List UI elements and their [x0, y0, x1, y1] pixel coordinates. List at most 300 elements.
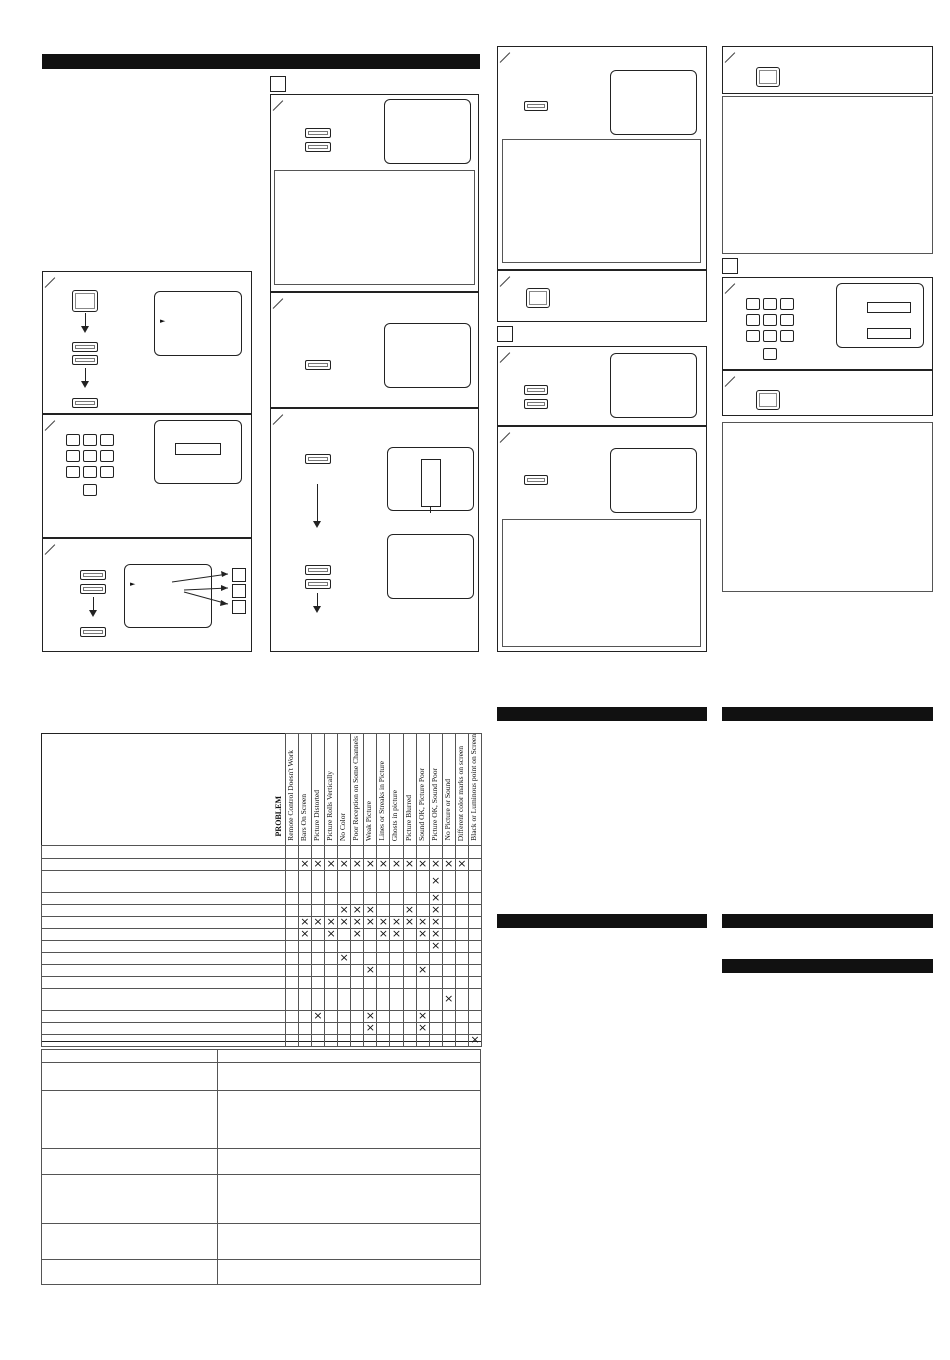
chart-cell: [311, 892, 324, 904]
chart-cell: [455, 964, 468, 976]
problem-label: Ghosts in picture: [390, 789, 400, 841]
chart-row: [42, 928, 482, 940]
keypad-1-button[interactable]: [746, 298, 760, 310]
chart-cell: [455, 928, 468, 940]
chart-cell: [377, 928, 390, 940]
chart-cell: [390, 1034, 403, 1046]
chart-cell: [429, 940, 442, 952]
keypad-8-button[interactable]: [763, 330, 777, 342]
x-mark-icon: ×: [339, 903, 349, 917]
triangle-cursor-icon: ►: [160, 317, 166, 325]
x-mark-icon: ×: [418, 915, 428, 929]
x-mark-icon: ×: [391, 857, 402, 871]
keypad-0-button[interactable]: [83, 484, 97, 496]
chart-cell: [429, 1034, 442, 1046]
select-down-button[interactable]: [305, 579, 331, 589]
keypad-4-button[interactable]: [746, 314, 760, 326]
chart-cell: [285, 858, 298, 870]
problem-label: Picture OK, Sound Poor: [429, 767, 439, 841]
chart-cell: [416, 1022, 429, 1034]
down-arrow-icon: [317, 593, 318, 607]
chart-cell: [351, 1022, 364, 1034]
keypad-6-button[interactable]: [100, 450, 114, 462]
cause-cell: [42, 940, 286, 952]
chart-cell: [416, 928, 429, 940]
chart-cell: [351, 870, 364, 892]
chart-cell: [285, 870, 298, 892]
panel-corner-mark: [725, 376, 736, 387]
chart-cell: [442, 928, 455, 940]
chart-cell: [377, 892, 390, 904]
chart-cell: [468, 928, 481, 940]
section-number-box: [722, 258, 738, 274]
x-mark-icon: ×: [391, 927, 402, 941]
tv-screen-icon: [387, 447, 474, 511]
chart-cell: [377, 976, 390, 988]
select-button[interactable]: [305, 454, 331, 464]
tv-screen-icon: [154, 420, 242, 484]
cause-cell: [42, 1022, 286, 1034]
select-up-button[interactable]: [72, 342, 98, 352]
cause-cell: [42, 928, 286, 940]
chart-cell: [403, 1010, 416, 1022]
chart-cell: [298, 928, 311, 940]
down-arrow-icon: [85, 368, 86, 382]
chart-cell: [390, 858, 403, 870]
x-mark-icon: ×: [431, 891, 441, 905]
chart-cell: [364, 1022, 377, 1034]
chart-cell: [442, 1034, 455, 1046]
chart-cell: [416, 964, 429, 976]
select-down-button[interactable]: [80, 584, 106, 594]
panel-corner-mark: [725, 52, 736, 63]
down-arrow-icon: [317, 484, 318, 522]
chart-cell: [403, 916, 416, 928]
x-mark-icon: ×: [418, 1021, 428, 1035]
select-up-button[interactable]: [305, 128, 331, 138]
keypad-2-button[interactable]: [83, 434, 97, 446]
chart-cell: [364, 976, 377, 988]
keypad-0-button[interactable]: [763, 348, 777, 360]
chart-cell: [338, 976, 351, 988]
chart-cell: [338, 858, 351, 870]
chart-cell: [429, 988, 442, 1010]
chart-cell: [325, 976, 338, 988]
chart-cell: [325, 928, 338, 940]
chart-cell: [468, 916, 481, 928]
chart-cell: [311, 1022, 324, 1034]
tv-screen-icon: [836, 283, 924, 348]
problem-column-header: [311, 734, 324, 846]
section-header-bar: [722, 959, 933, 973]
chart-cell: [285, 940, 298, 952]
chart-cell: [429, 858, 442, 870]
chart-cell: [429, 952, 442, 964]
chart-cell: [390, 892, 403, 904]
menu-button[interactable]: [526, 288, 550, 308]
chart-cell: [325, 988, 338, 1010]
keypad-7-button[interactable]: [746, 330, 760, 342]
x-mark-icon: ×: [365, 915, 375, 929]
chart-row: [42, 1010, 482, 1022]
chart-cell: [338, 1034, 351, 1046]
cause-cell: [42, 1010, 286, 1022]
chart-cell: [416, 870, 429, 892]
chart-cell: [285, 892, 298, 904]
menu-button[interactable]: [756, 390, 780, 410]
x-mark-icon: ×: [326, 927, 336, 941]
chart-cell: [442, 904, 455, 916]
chart-cell: [351, 1034, 364, 1046]
chart-cell: [429, 1022, 442, 1034]
x-mark-icon: ×: [339, 951, 349, 965]
cause-cell: [42, 916, 286, 928]
enter-button[interactable]: [305, 360, 331, 370]
chart-cell: [351, 858, 364, 870]
tv-screen-icon: [384, 99, 471, 164]
solution-row: [42, 1149, 218, 1175]
chart-row: [42, 904, 482, 916]
down-arrow-icon: [93, 597, 94, 611]
chart-cell: [298, 976, 311, 988]
problem-column-header: [468, 734, 481, 846]
solutions-header-right: [218, 1050, 481, 1063]
chart-cell: [403, 870, 416, 892]
chart-row: [42, 1034, 482, 1046]
chart-row: [42, 892, 482, 904]
x-mark-icon: ×: [352, 915, 362, 929]
section-number-box: [270, 76, 286, 92]
tv-screen-icon: [384, 323, 471, 388]
chart-cell: [298, 940, 311, 952]
panel-corner-mark: [273, 298, 284, 309]
chart-cell: [298, 1034, 311, 1046]
chart-cell: [455, 892, 468, 904]
chart-cell: [311, 916, 324, 928]
chart-cell: [364, 916, 377, 928]
chart-cell: [416, 1034, 429, 1046]
chart-cell: [377, 1022, 390, 1034]
problem-column-header: [325, 734, 338, 846]
chart-cell: [311, 1010, 324, 1022]
chart-cell: [442, 1010, 455, 1022]
enter-button[interactable]: [72, 398, 98, 408]
panel-corner-mark: [500, 432, 511, 443]
x-mark-icon: ×: [300, 927, 310, 941]
panel-corner-mark: [45, 544, 56, 555]
chart-cell: [468, 988, 481, 1010]
solutions-table: [41, 1049, 481, 1285]
chart-row: [42, 1022, 482, 1034]
x-mark-icon: ×: [470, 1033, 480, 1047]
chart-cell: [468, 1034, 481, 1046]
chart-cell: [311, 964, 324, 976]
chart-cell: [455, 988, 468, 1010]
chart-row: [42, 976, 482, 988]
solutions-header-left: [42, 1050, 218, 1063]
chart-cell: [390, 952, 403, 964]
x-mark-icon: ×: [378, 927, 388, 941]
chart-cell: [403, 928, 416, 940]
chart-row: [42, 858, 482, 870]
x-mark-icon: ×: [431, 874, 441, 888]
chart-cell: [403, 858, 416, 870]
chart-cell: [442, 858, 455, 870]
chart-cell: [455, 1022, 468, 1034]
chart-cell: [285, 1022, 298, 1034]
x-mark-icon: ×: [457, 857, 467, 871]
chart-cell: [403, 976, 416, 988]
chart-cell: [351, 964, 364, 976]
panel-corner-mark: [45, 277, 56, 288]
chart-row: [42, 952, 482, 964]
input-field-display: [867, 328, 911, 339]
chart-cell: [403, 952, 416, 964]
enter-button[interactable]: [80, 627, 106, 637]
chart-cell: [285, 988, 298, 1010]
x-mark-icon: ×: [365, 963, 375, 977]
keypad-9-button[interactable]: [100, 466, 114, 478]
keypad-5-button[interactable]: [763, 314, 777, 326]
chart-cell: [285, 964, 298, 976]
chart-cell: [325, 940, 338, 952]
problem-column-header: [416, 734, 429, 846]
chart-cell: [442, 916, 455, 928]
problem-label: Picture Blurred: [403, 794, 413, 841]
keypad-8-button[interactable]: [83, 466, 97, 478]
x-mark-icon: ×: [431, 927, 441, 941]
step-number-box: [232, 568, 246, 582]
vertical-bar-indicator: [421, 459, 441, 507]
chart-cell: [455, 904, 468, 916]
chart-cell: [403, 940, 416, 952]
section-header-bar: [722, 707, 933, 721]
x-mark-icon: ×: [431, 939, 441, 953]
chart-cell: [285, 916, 298, 928]
chart-cell: [390, 1022, 403, 1034]
tv-screen-icon: [610, 448, 697, 513]
chart-cell: [364, 858, 377, 870]
chart-cell: [298, 870, 311, 892]
chart-cell: [325, 858, 338, 870]
x-mark-icon: ×: [418, 963, 428, 977]
chart-cell: [390, 940, 403, 952]
chart-cell: [338, 870, 351, 892]
chart-cell: [351, 940, 364, 952]
chart-cell: [285, 904, 298, 916]
select-down-button[interactable]: [305, 142, 331, 152]
x-mark-icon: ×: [313, 857, 323, 871]
keypad-6-button[interactable]: [780, 314, 794, 326]
keypad-9-button[interactable]: [780, 330, 794, 342]
problem-label: Poor Reception on Some Channels: [351, 736, 361, 841]
x-mark-icon: ×: [378, 915, 388, 929]
chart-cell: [390, 870, 403, 892]
x-mark-icon: ×: [365, 1021, 375, 1035]
select-up-button[interactable]: [80, 570, 106, 580]
tv-screen-icon: [154, 291, 242, 356]
chart-cell: [468, 964, 481, 976]
problem-label: Black or Luminous point on Screen: [468, 734, 478, 841]
x-mark-icon: ×: [352, 857, 362, 871]
chart-cell: [298, 858, 311, 870]
cause-cell: [42, 952, 286, 964]
chart-cell: [338, 1010, 351, 1022]
keypad-4-button[interactable]: [66, 450, 80, 462]
problem-column-header: [429, 734, 442, 846]
select-up-button[interactable]: [305, 565, 331, 575]
chart-cell: [351, 988, 364, 1010]
problem-column-header: [455, 734, 468, 846]
chart-cell: [468, 892, 481, 904]
chart-cell: [338, 964, 351, 976]
down-arrow-icon: [85, 313, 86, 327]
panel-corner-mark: [500, 352, 511, 363]
keypad-3-button[interactable]: [100, 434, 114, 446]
chart-cell: [442, 988, 455, 1010]
problem-column-header: [351, 734, 364, 846]
x-mark-icon: ×: [365, 1009, 375, 1023]
chart-cell: [468, 976, 481, 988]
chart-cell: [416, 858, 429, 870]
chart-cell: [285, 952, 298, 964]
chart-cell: [338, 952, 351, 964]
note-box: [502, 519, 701, 647]
section-header-bar: [497, 707, 707, 721]
chart-cell: [390, 964, 403, 976]
chart-cell: [442, 892, 455, 904]
chart-cell: [416, 892, 429, 904]
chart-cell: [364, 870, 377, 892]
chart-cell: [311, 928, 324, 940]
problem-label: No Color: [338, 812, 348, 841]
note-box: [722, 422, 933, 592]
chart-cell: [285, 1010, 298, 1022]
x-mark-icon: ×: [326, 915, 336, 929]
select-down-button[interactable]: [72, 355, 98, 365]
chart-cell: [468, 858, 481, 870]
problem-label: Sound OK, Picture Poor: [416, 767, 426, 841]
chart-cell: [390, 976, 403, 988]
problem-label: Weak Picture: [364, 800, 374, 841]
keypad-5-button[interactable]: [83, 450, 97, 462]
panel-corner-mark: [45, 420, 56, 431]
chart-cell: [364, 988, 377, 1010]
x-mark-icon: ×: [418, 857, 428, 871]
enter-button[interactable]: [524, 101, 548, 111]
note-box: [502, 139, 701, 263]
problem-column-header: [364, 734, 377, 846]
cause-cell: [42, 976, 286, 988]
chart-cell: [351, 1010, 364, 1022]
chart-cell: [403, 988, 416, 1010]
keypad-2-button[interactable]: [763, 298, 777, 310]
chart-cell: [298, 892, 311, 904]
cause-cell: [42, 964, 286, 976]
problem-header-cell: [42, 734, 286, 846]
chart-row: [42, 988, 482, 1010]
problem-label: No Picture or Sound: [442, 779, 452, 841]
problem-column-header: [338, 734, 351, 846]
chart-cell: [311, 1034, 324, 1046]
chart-cell: [377, 964, 390, 976]
section-number-box: [497, 326, 513, 342]
chart-cell: [325, 1022, 338, 1034]
chart-cell: [351, 976, 364, 988]
problem-label: Picture Distorted: [311, 789, 321, 841]
chart-cell: [377, 952, 390, 964]
cause-cell: [42, 904, 286, 916]
x-mark-icon: ×: [339, 915, 349, 929]
x-mark-icon: ×: [313, 915, 323, 929]
select-down-button[interactable]: [524, 399, 548, 409]
keypad-7-button[interactable]: [66, 466, 80, 478]
solution-row: [42, 1175, 218, 1224]
chart-cell: [351, 928, 364, 940]
chart-cell: [364, 928, 377, 940]
problem-header-label: PROBLEM: [273, 796, 283, 837]
panel-corner-mark: [500, 52, 511, 63]
troubleshooting-table: [41, 733, 482, 1047]
enter-button[interactable]: [524, 475, 548, 485]
chart-cell: [403, 1022, 416, 1034]
chart-cell: [442, 952, 455, 964]
chart-cell: [338, 916, 351, 928]
chart-cell: [377, 1034, 390, 1046]
x-mark-icon: ×: [313, 1009, 323, 1023]
chart-cell: [429, 964, 442, 976]
chart-cell: [468, 904, 481, 916]
keypad-1-button[interactable]: [66, 434, 80, 446]
x-mark-icon: ×: [431, 903, 441, 917]
chart-cell: [311, 976, 324, 988]
chart-cell: [416, 976, 429, 988]
select-up-button[interactable]: [524, 385, 548, 395]
tv-screen-icon: [610, 70, 697, 135]
tv-screen-icon: [387, 534, 474, 599]
step-panel-11: [722, 46, 933, 94]
chart-cell: [298, 1022, 311, 1034]
chart-cell: [377, 1010, 390, 1022]
solution-row: [42, 1260, 218, 1285]
chart-row: [42, 870, 482, 892]
chart-cell: [455, 952, 468, 964]
chart-cell: [442, 940, 455, 952]
problem-column-header: [377, 734, 390, 846]
keypad-3-button[interactable]: [780, 298, 794, 310]
chart-row: [42, 964, 482, 976]
problem-label: Remote Control Doesn't Work: [285, 750, 295, 841]
solution-row: [42, 1091, 218, 1149]
step-panel-6: [270, 408, 479, 652]
menu-button[interactable]: [72, 290, 98, 312]
x-mark-icon: ×: [418, 1009, 428, 1023]
chart-cell: [377, 870, 390, 892]
problem-column-header: [298, 734, 311, 846]
menu-button[interactable]: [756, 67, 780, 87]
chart-row: [42, 940, 482, 952]
chart-cell: [285, 976, 298, 988]
x-mark-icon: ×: [326, 857, 336, 871]
chart-row: [42, 916, 482, 928]
cause-cell: [42, 845, 286, 858]
problem-label: Picture Rolls Vertically: [325, 771, 335, 841]
cause-cell: [42, 988, 286, 1010]
chart-cell: [298, 964, 311, 976]
chart-cell: [455, 916, 468, 928]
chart-cell: [455, 870, 468, 892]
x-mark-icon: ×: [300, 857, 310, 871]
